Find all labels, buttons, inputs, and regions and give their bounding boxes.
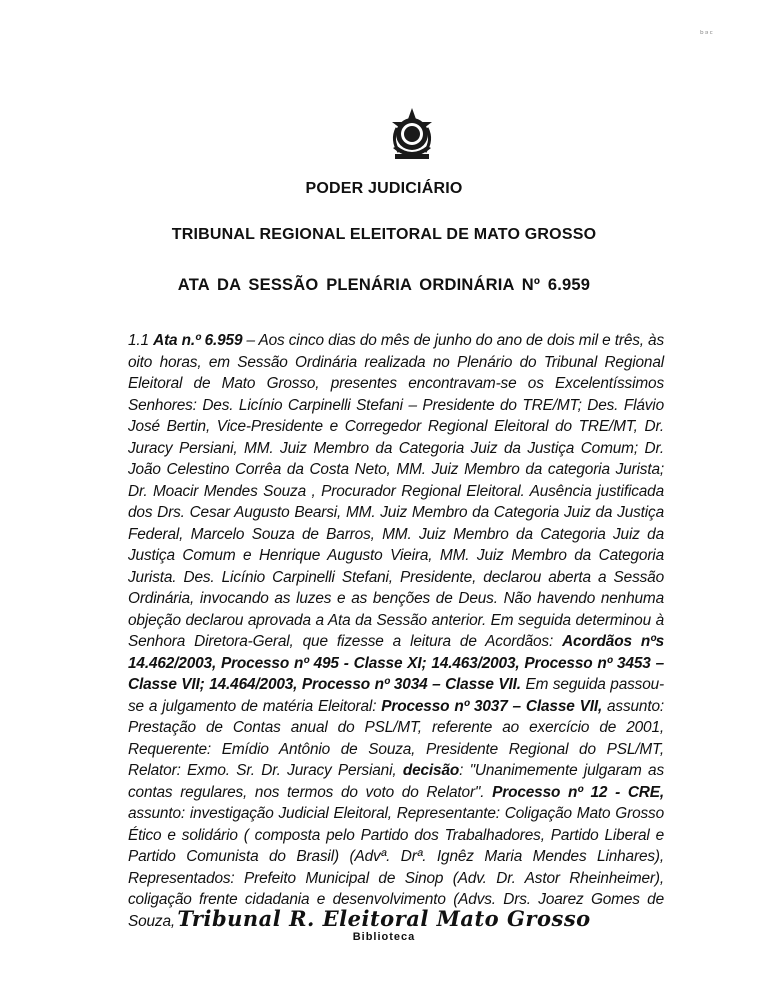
process-12-cre: Processo nº 12 - CRE, <box>492 783 664 801</box>
accords-list: Acordãos nºs 14.462/2003, Processo nº 495 - Classe XI; 14.463/2003, Processo nº 3453 – Classe VII; 14.464/2003, Processo nº 3034 – Classe VII. <box>128 633 664 693</box>
header-line-2: TRIBUNAL REGIONAL ELEITORAL DE MATO GROSSO <box>171 226 597 243</box>
body-segment: assunto: investigação Judicial Eleitoral, Representante: Coligação Mato Grosso Ético e solidário ( composta pelo Partido dos Trabalhadores, Partido Liberal e Partido Comunista do Brasil) (Advª. Drª. Ignêz Maria Mendes Linhares), Representados: Prefeito Municipal de Sinop (Adv. Dr. Astor Rheinheimer), coligação frente cidadania e desenvolvimento (Advs. Drs. Joarez Gomes de Souza, <box>128 805 664 930</box>
decision-label: decisão <box>402 762 460 779</box>
header-line-3 <box>0 276 768 295</box>
library-stamp-label: Biblioteca <box>352 931 416 943</box>
body-segment: assunto: Prestação de Contas anual do PSL/MT, referente ao exercício de 2001, Requerente: Emídio Antônio de Souza, Presidente Regional do PSL/MT, Relator: Exmo. Sr. Dr. Juracy Persiani, <box>128 697 665 779</box>
corner-mark: ᵇᵊᶜ <box>700 30 714 40</box>
document-title: ATA DA SESSÃO PLENÁRIA ORDINÁRIA Nº 6.959 <box>177 276 591 294</box>
library-stamp-signature: Tribunal R. Eleitoral Mato Grosso <box>177 906 591 931</box>
minutes-number: Ata n.º 6.959 <box>153 332 243 349</box>
paragraph-number: 1.1 <box>128 332 154 349</box>
body-segment: : "Unanimemente julgaram as contas regulares, nos termos do voto do Relator". <box>128 762 664 801</box>
coat-of-arms-icon <box>387 108 437 166</box>
process-3037: Processo nº 3037 – Classe VII, <box>381 697 603 715</box>
header-line-1: PODER JUDICIÁRIO <box>305 180 463 197</box>
body-segment: – Aos cinco dias do mês de junho do ano de dois mil e três, às oito horas, em Sessão Ordinária realizada no Plenário do Tribunal Regional Eleitoral de Mato Grosso, presentes encontravam-se os Excelentíssimos Senhores: Des. Licínio Carpinelli Stefani – Presidente do TRE/MT; Des. Flávio José Bertin, Vice-Presidente e Corregedor Regional Eleitoral do TRE/MT, Dr. Juracy Persiani, MM. Juiz Membro da Categoria Juiz da Justiça Comum; Dr. João Celestino Corrêa da Costa Neto, MM. Juiz Membro da categoria Jurista; Dr. Moacir Mendes Souza , Procurador Regional Eleitoral. Ausência justificada dos Drs. Cesar Augusto Bearsi, MM. Juiz Membro da Categoria Juiz da Justiça Federal, Marcelo Souza de Barros, MM. Juiz Membro da Categoria Juiz da Justiça Comum e Henrique Augusto Vieira, MM. Juiz Membro da Categoria Jurista. Des. Licínio Carpinelli Stefani, Presidente, declarou aberta a Sessão Ordinária, invocando as luzes e as benções de Deus. Não havendo nenhuma objeção declarou aprovada a Ata da Sessão anterior. Em seguida determinou à Senhora Diretora-Geral, que fizesse a leitura de Acordãos: <box>128 332 665 650</box>
body-segment: Em seguida passou-se a julgamento de matéria Eleitoral: <box>128 676 665 715</box>
minutes-body <box>128 330 664 932</box>
